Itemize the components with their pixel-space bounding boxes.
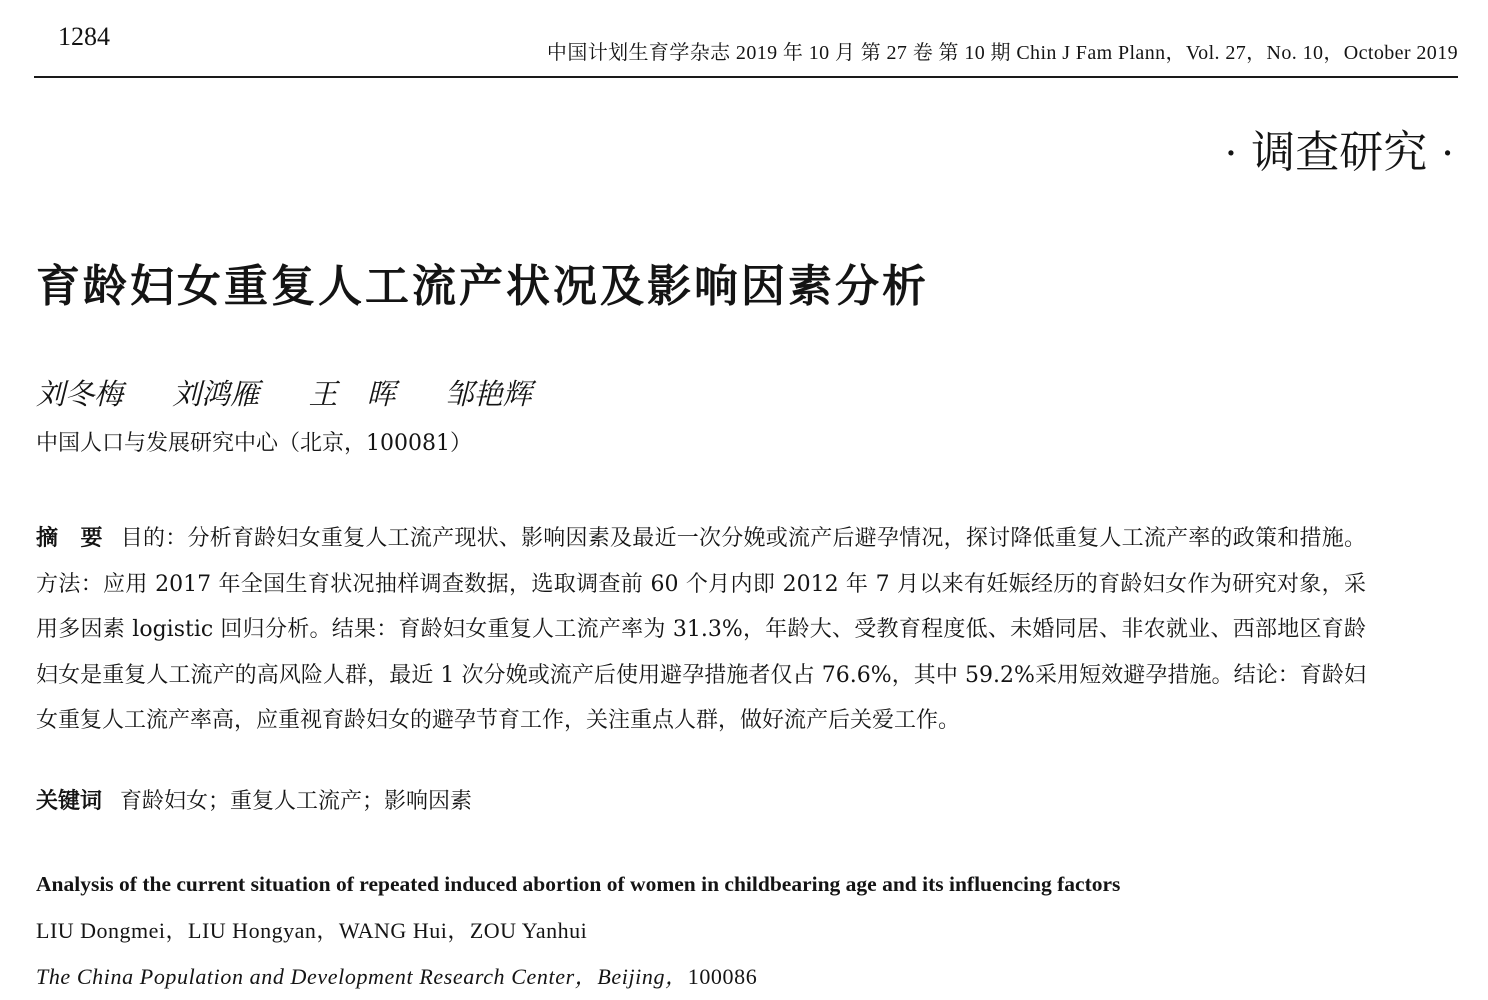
affiliation-postcode: 100086 [687, 964, 758, 989]
affiliation-cn: 中国人口与发展研究中心（北京，100081） [36, 431, 472, 456]
affiliation-institution: The China Population and Development Research Center [36, 964, 575, 989]
section-label [1225, 116, 1454, 180]
affiliation-separator: ， [665, 964, 688, 989]
affiliation-city: Beijing [597, 964, 666, 989]
article-title-cn: 育龄妇女重复人工流产状况及影响因素分析 [36, 261, 929, 312]
keywords-label: 关键词 [36, 789, 103, 814]
article-title-en: Analysis of the current situation of repeated induced abortion of women in childbearing age and its influencing factors [36, 872, 1121, 896]
affiliation-en [36, 960, 757, 991]
keywords-text: 育龄妇女；重复人工流产；影响因素 [120, 789, 473, 814]
section-dot-left: · [1224, 131, 1238, 177]
page-number: 1284 [58, 22, 110, 51]
abstract-cn [36, 516, 1366, 744]
affiliation-separator: ， [574, 964, 598, 989]
author-cn: 刘鸿雁 [172, 377, 260, 411]
authors-en: LIU Dongmei，LIU Hongyan，WANG Hui，ZOU Yanhui [36, 918, 588, 943]
author-cn: 邹艳辉 [444, 377, 532, 411]
author-cn: 王 晖 [308, 377, 396, 411]
section-label-text: 调查研究 [1251, 127, 1428, 178]
section-dot-right: · [1441, 131, 1454, 177]
journal-running-header: 中国计划生育学杂志 2019 年 10 月 第 27 卷 第 10 期 Chin J Fam Plann，Vol. 27，No. 10，October 2019 [546, 42, 1458, 64]
author-cn: 刘冬梅 [36, 377, 124, 411]
abstract-text: 目的：分析育龄妇女重复人工流产现状、影响因素及最近一次分娩或流产后避孕情况，探讨降低重复人工流产率的政策和措施。方法：应用 2017 年全国生育状况抽样调查数据，选取调查前 60 个月内即 2012 年 7 月以来有妊娠经历的育龄妇女作为研究对象，采用多因素 logistic 回归分析。结果：育龄妇女重复人工流产率为 31.3%，年龄大、受教育程度低、未婚同居、非农就业、西部地区育龄妇女是重复人工流产的高风险人群，最近 1 次分娩或流产后使用避孕措施者仅占 76.6%，其中 59.2%采用短效避孕措施。结论：育龄妇女重复人工流产率高，应重视育龄妇女的避孕节育工作，关注重点人群，做好流产后关爱工作。 [36, 526, 1366, 733]
keywords-cn [36, 784, 472, 815]
abstract-label: 摘 要 [36, 526, 103, 551]
header-rule [34, 76, 1458, 78]
authors-cn [36, 372, 566, 413]
